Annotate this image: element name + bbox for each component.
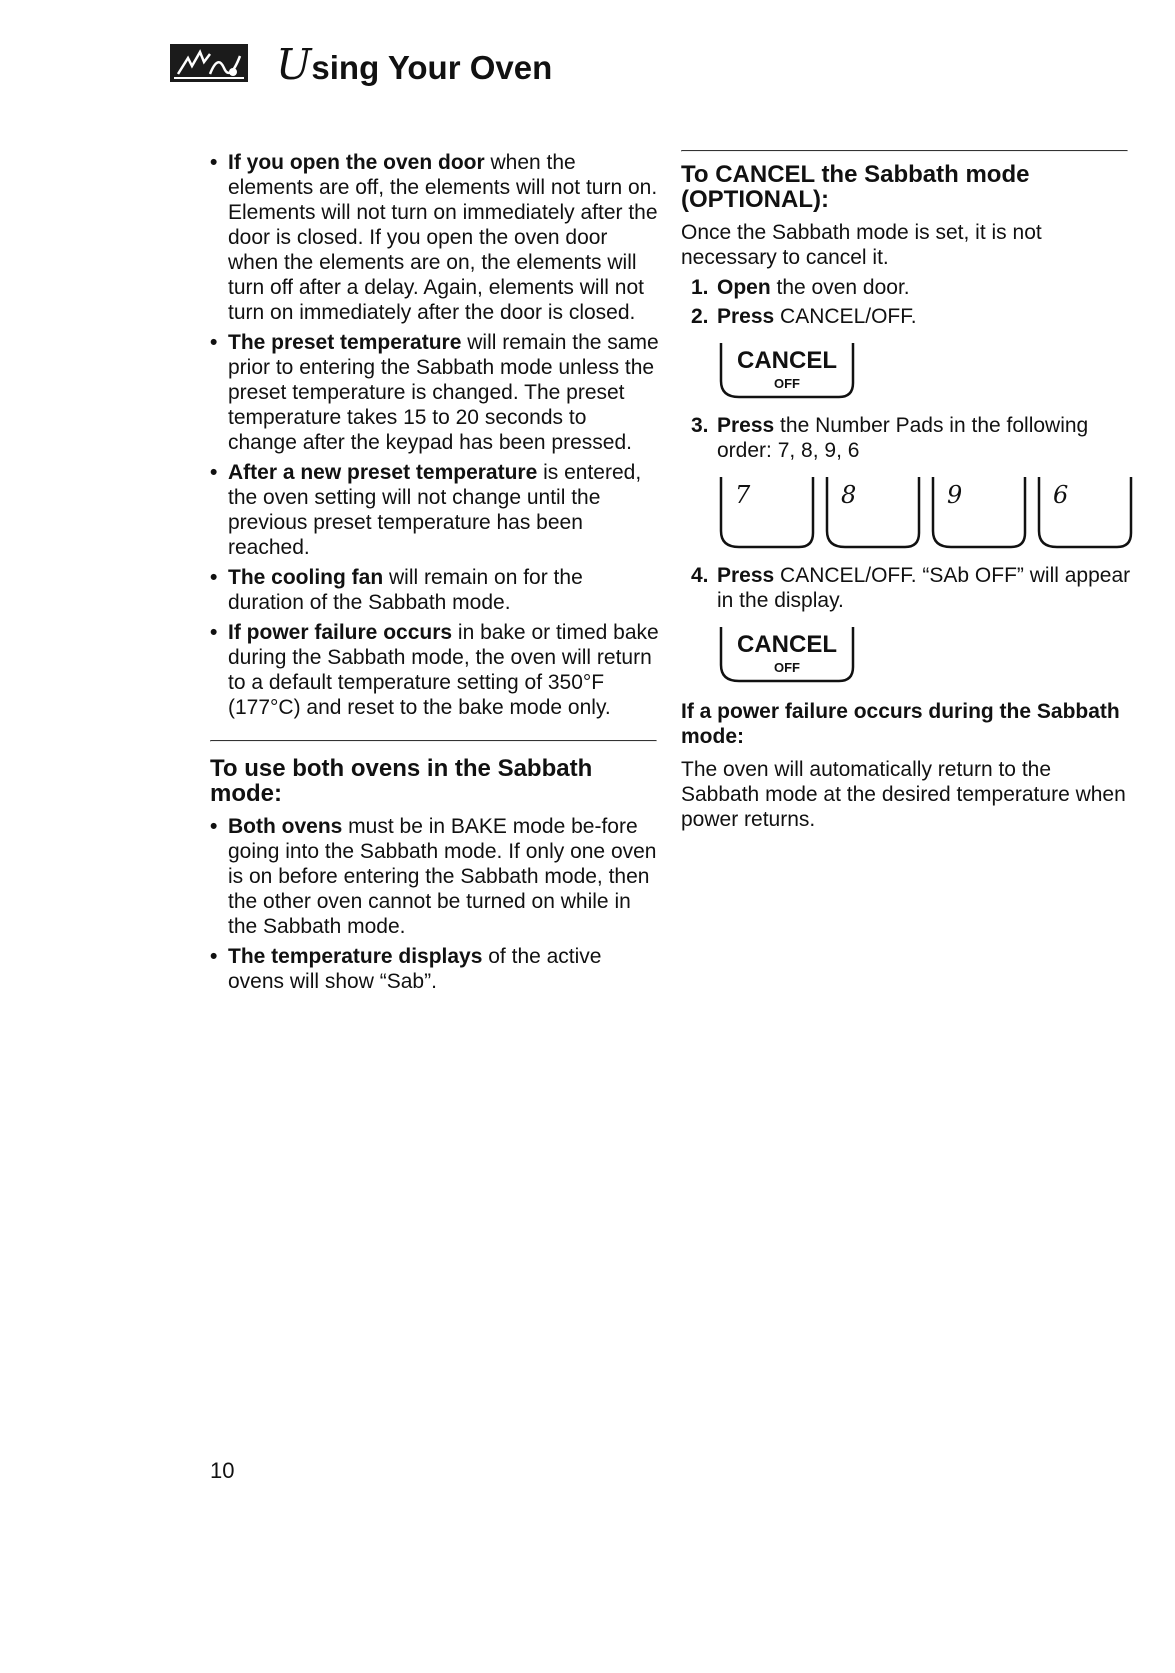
cancel-sabbath-heading: To CANCEL the Sabbath mode (OPTIONAL):: [681, 161, 1030, 213]
page-title: Using Your Oven: [276, 40, 553, 89]
number-key-label: 7: [735, 481, 751, 509]
list-item: • The temperature displays of the active ovens will show “Sab”.: [210, 944, 660, 994]
cancel-off-key-graphic: [717, 337, 1131, 401]
number-key-label: 6: [1053, 481, 1069, 509]
power-failure-heading: If a power failure occurs during the Sabbath mode:: [681, 700, 1120, 748]
number-keys-graphic: [717, 471, 1131, 551]
list-item: 3. Press the Number Pads in the following order: 7, 8, 9, 6: [691, 414, 1089, 462]
left-column: [210, 150, 660, 999]
both-ovens-heading: To use both ovens in the Sabbath mode:: [210, 755, 593, 807]
list-item: • Both ovens must be in BAKE mode be-fore going into the Sabbath mode. If only one oven is on before entering the Sabbath mode, then the other oven cannot be turned on while in the Sabbath mode.: [210, 814, 660, 939]
list-item: • If you open the oven door when the elements are off, the elements will not turn on. Elements will not turn on immediately after the door is closed. If you open the oven door when the elements are on, the elements will turn off after a delay. Again, elements will not turn on immediately after the door is closed.: [210, 150, 660, 325]
cancel-key-label: CANCEL: [737, 631, 837, 658]
power-failure-text: The oven will automatically return to the Sabbath mode at the desired temperature when power returns.: [681, 758, 1126, 831]
right-column: [681, 150, 1131, 837]
cancel-steps-list: [681, 275, 1131, 329]
list-item: 2. Press CANCEL/OFF.: [691, 305, 917, 328]
list-item: 1. Open the oven door.: [691, 276, 910, 299]
cancel-off-key-graphic: [717, 621, 1131, 685]
sabbath-notes-list: [210, 150, 660, 720]
cancel-steps-list-end: [681, 563, 1131, 613]
section-divider: [681, 150, 1128, 152]
oven-section-logo-icon: [170, 44, 248, 82]
list-item: • If power failure occurs in bake or timed bake during the Sabbath mode, the oven will return to a default temperature setting of 350°F (177°C) and reset to the bake mode only.: [210, 620, 660, 720]
page-header: [170, 40, 870, 88]
cancel-intro-text: Once the Sabbath mode is set, it is not necessary to cancel it.: [681, 221, 1042, 269]
list-item: • After a new preset temperature is entered, the oven setting will not change until the previous preset temperature has been reached.: [210, 460, 660, 560]
list-item: • The cooling fan will remain on for the duration of the Sabbath mode.: [210, 565, 660, 615]
section-divider: [210, 740, 657, 742]
off-key-label: OFF: [774, 376, 800, 391]
cancel-steps-list-cont: [681, 413, 1131, 463]
number-key: [1039, 477, 1131, 547]
list-item: • The preset temperature will remain the same prior to entering the Sabbath mode unless the preset temperature is changed. The preset temperature takes 15 to 20 seconds to change after the keypad has been pressed.: [210, 330, 660, 455]
number-key-label: 8: [841, 481, 857, 509]
number-key-label: 9: [947, 481, 963, 509]
number-key: [827, 477, 919, 547]
number-key: [721, 477, 813, 547]
number-key: [933, 477, 1025, 547]
list-item: 4. Press CANCEL/OFF. “SAb OFF” will appear in the display.: [691, 564, 1131, 612]
both-ovens-list: [210, 814, 660, 994]
off-key-label: OFF: [774, 660, 800, 675]
page-number: 10: [210, 1458, 235, 1483]
cancel-key-label: CANCEL: [737, 347, 837, 374]
